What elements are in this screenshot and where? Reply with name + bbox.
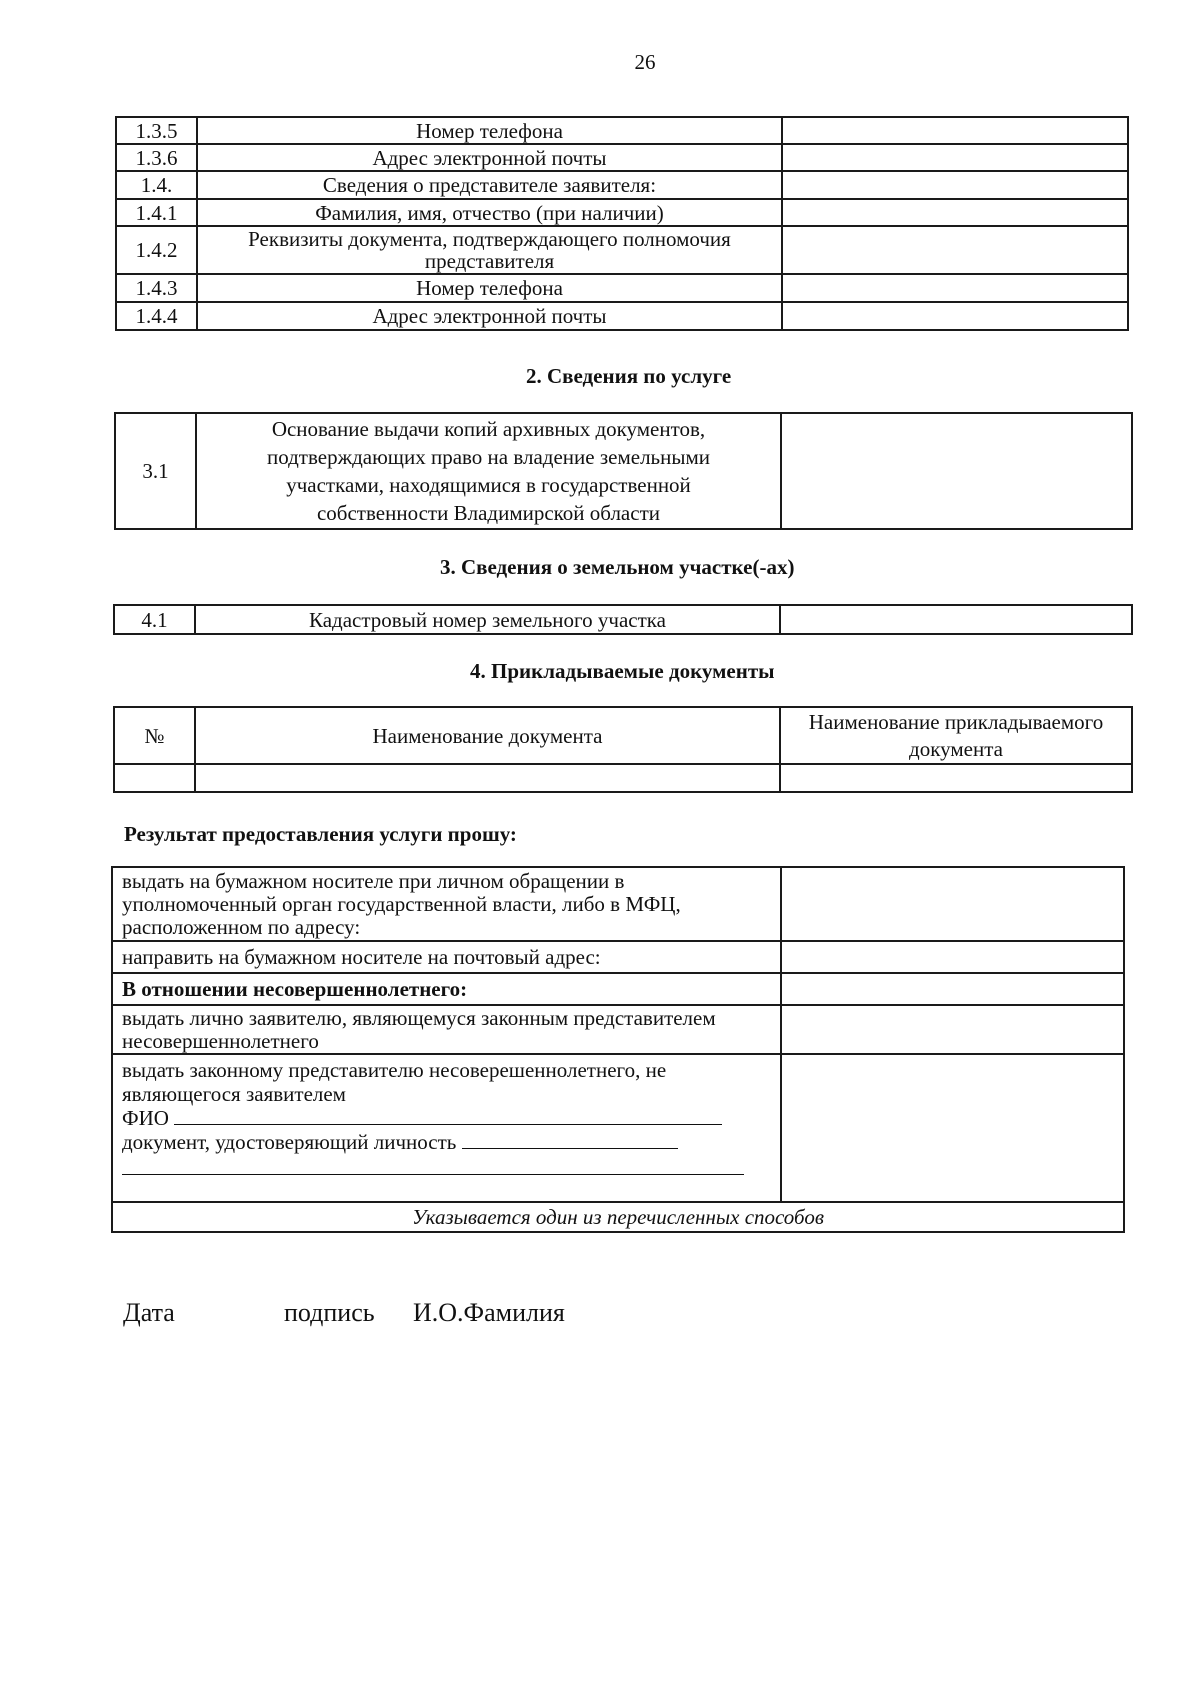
row-number: 4.1 bbox=[114, 605, 195, 634]
row-value-field[interactable] bbox=[780, 605, 1132, 634]
row-label: Реквизиты документа, подтверждающего полномочия представителя bbox=[197, 226, 782, 274]
land-plot-table bbox=[113, 604, 1133, 635]
id-document-label: документ, удостоверяющий личность bbox=[122, 1130, 457, 1154]
column-header-number: № bbox=[114, 707, 195, 764]
empty-cell[interactable] bbox=[195, 764, 780, 792]
footer-note: Указывается один из перечисленных способов bbox=[112, 1202, 1124, 1232]
fio-line bbox=[122, 1106, 768, 1130]
table-row bbox=[116, 117, 1128, 144]
option-to-applicant: выдать лично заявителю, являющемуся законным представителем несовершеннолетнего bbox=[112, 1005, 781, 1054]
row-number: 1.4. bbox=[116, 171, 197, 199]
section-heading-land-plot: 3. Сведения о земельном участке(-ах) bbox=[440, 555, 795, 579]
row-label: Сведения о представителе заявителя: bbox=[197, 171, 782, 199]
row-value-field[interactable] bbox=[782, 226, 1128, 274]
row-label: Номер телефона bbox=[197, 274, 782, 302]
guardian-text: выдать законному представителю несоверешеннолетнего, не являющегося заявителем bbox=[122, 1058, 667, 1106]
section-heading-attached-documents: 4. Прикладываемые документы bbox=[470, 659, 775, 683]
id-document-continuation-line[interactable] bbox=[122, 1156, 744, 1175]
row-number: 1.4.1 bbox=[116, 199, 197, 226]
result-table bbox=[111, 866, 1125, 1233]
table-row bbox=[115, 413, 1132, 529]
table-row bbox=[112, 867, 1124, 941]
row-value-field[interactable] bbox=[782, 171, 1128, 199]
empty-cell[interactable] bbox=[114, 764, 195, 792]
signature-sign-label: подпись bbox=[284, 1298, 375, 1327]
column-header-document-name: Наименование документа bbox=[195, 707, 780, 764]
service-table bbox=[114, 412, 1133, 530]
row-number: 1.4.4 bbox=[116, 302, 197, 330]
table-row bbox=[116, 274, 1128, 302]
table-row bbox=[116, 302, 1128, 330]
table-row bbox=[116, 226, 1128, 274]
row-value-field[interactable] bbox=[782, 199, 1128, 226]
row-number: 3.1 bbox=[115, 413, 196, 529]
page-number: 26 bbox=[634, 50, 656, 74]
option-in-person: выдать на бумажном носителе при личном обращении в уполномоченный орган государственной власти, либо в МФЦ, расположенном по адресу: bbox=[112, 867, 781, 941]
row-number: 1.3.5 bbox=[116, 117, 197, 144]
option-checkbox-cell[interactable] bbox=[781, 1005, 1124, 1054]
table-row bbox=[112, 973, 1124, 1005]
row-value-field[interactable] bbox=[782, 144, 1128, 171]
row-value-field[interactable] bbox=[781, 413, 1132, 529]
row-number: 1.3.6 bbox=[116, 144, 197, 171]
signature-date-label: Дата bbox=[123, 1298, 175, 1327]
row-number: 1.4.2 bbox=[116, 226, 197, 274]
option-by-mail: направить на бумажном носителе на почтовый адрес: bbox=[112, 941, 781, 973]
table-row bbox=[114, 764, 1132, 792]
signature-name-label: И.О.Фамилия bbox=[413, 1298, 565, 1327]
row-value-field[interactable] bbox=[782, 274, 1128, 302]
minor-section-label: В отношении несовершеннолетнего: bbox=[112, 973, 781, 1005]
row-number: 1.4.3 bbox=[116, 274, 197, 302]
row-label: Номер телефона bbox=[197, 117, 782, 144]
option-checkbox-cell[interactable] bbox=[781, 867, 1124, 941]
option-checkbox-cell[interactable] bbox=[781, 941, 1124, 973]
column-header-attached-document: Наименование прикладываемого документа bbox=[780, 707, 1132, 764]
fio-label: ФИО bbox=[122, 1106, 169, 1130]
attached-documents-table bbox=[113, 706, 1133, 793]
table-row bbox=[114, 605, 1132, 634]
section-heading-service: 2. Сведения по услуге bbox=[526, 364, 732, 388]
option-checkbox-cell[interactable] bbox=[781, 973, 1124, 1005]
fio-input-line[interactable] bbox=[174, 1106, 722, 1125]
table-row bbox=[112, 941, 1124, 973]
row-value-field[interactable] bbox=[782, 302, 1128, 330]
row-label: Адрес электронной почты bbox=[197, 302, 782, 330]
table-row bbox=[112, 1005, 1124, 1054]
table-row bbox=[116, 199, 1128, 226]
option-checkbox-cell[interactable] bbox=[781, 1054, 1124, 1202]
table-header-row bbox=[114, 707, 1132, 764]
id-document-line bbox=[122, 1130, 768, 1154]
applicant-table bbox=[115, 116, 1129, 331]
table-row bbox=[116, 144, 1128, 171]
table-row bbox=[116, 171, 1128, 199]
result-heading: Результат предоставления услуги прошу: bbox=[124, 822, 517, 846]
row-label: Фамилия, имя, отчество (при наличии) bbox=[197, 199, 782, 226]
option-to-guardian bbox=[112, 1054, 781, 1202]
row-label: Основание выдачи копий архивных документов, подтверждающих право на владение земельными участками, находящимися в государственной собственности Владимирской области bbox=[196, 413, 781, 529]
row-label: Кадастровый номер земельного участка bbox=[195, 605, 780, 634]
table-row bbox=[112, 1054, 1124, 1202]
row-value-field[interactable] bbox=[782, 117, 1128, 144]
table-row bbox=[112, 1202, 1124, 1232]
row-label: Адрес электронной почты bbox=[197, 144, 782, 171]
id-document-input-line[interactable] bbox=[462, 1130, 678, 1149]
empty-cell[interactable] bbox=[780, 764, 1132, 792]
